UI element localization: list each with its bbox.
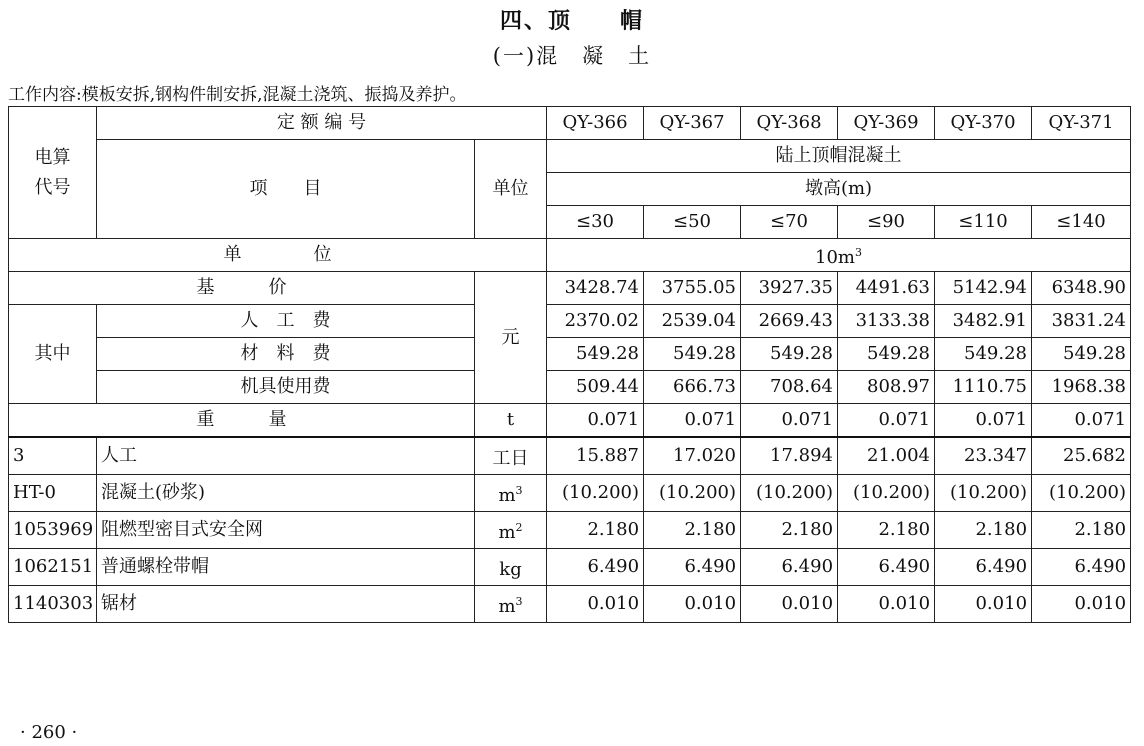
- resource-value: 17.894: [741, 437, 838, 475]
- unit-row-label: 单 位: [9, 239, 547, 272]
- resource-value: 6.490: [1032, 549, 1131, 586]
- base-price-value: 4491.63: [838, 272, 935, 305]
- resource-value: 0.010: [838, 586, 935, 623]
- resource-unit-text: m: [498, 484, 516, 506]
- resource-row: [9, 437, 1131, 475]
- resource-value: (10.200): [741, 475, 838, 512]
- weight-value: 0.071: [1032, 404, 1131, 438]
- resource-value: 6.490: [644, 549, 741, 586]
- resource-unit: [475, 512, 547, 549]
- labor-cost-label: 人 工 费: [97, 305, 475, 338]
- labor-cost-value: 3831.24: [1032, 305, 1131, 338]
- labor-cost-value: 2539.04: [644, 305, 741, 338]
- resource-value: 6.490: [547, 549, 644, 586]
- base-price-value: 6348.90: [1032, 272, 1131, 305]
- resource-unit: [475, 437, 547, 475]
- resource-name: 阻燃型密目式安全网: [97, 512, 475, 549]
- machine-cost-value: 808.97: [838, 371, 935, 404]
- resource-value: 2.180: [838, 512, 935, 549]
- resource-value: 0.010: [1032, 586, 1131, 623]
- resource-code: 1053969: [9, 512, 97, 549]
- resource-value: (10.200): [935, 475, 1032, 512]
- quota-no: QY-371: [1032, 107, 1131, 140]
- machine-cost-value: 509.44: [547, 371, 644, 404]
- resource-unit: [475, 475, 547, 512]
- resource-value: 2.180: [741, 512, 838, 549]
- material-cost-value: 549.28: [935, 338, 1032, 371]
- resource-name: 普通螺栓带帽: [97, 549, 475, 586]
- resource-unit-text: 工日: [492, 447, 529, 469]
- resource-row: [9, 549, 1131, 586]
- resource-unit: [475, 549, 547, 586]
- resource-value: 2.180: [644, 512, 741, 549]
- material-cost-label: 材 料 费: [97, 338, 475, 371]
- resource-value: 15.887: [547, 437, 644, 475]
- item-header: 项 目: [97, 140, 475, 239]
- resource-row: [9, 512, 1131, 549]
- weight-value: 0.071: [644, 404, 741, 438]
- material-cost-value: 549.28: [1032, 338, 1131, 371]
- height-range: ≤110: [935, 206, 1032, 239]
- resource-unit-sup: 3: [515, 594, 523, 608]
- machine-cost-value: 666.73: [644, 371, 741, 404]
- weight-value: 0.071: [838, 404, 935, 438]
- weight-value: 0.071: [935, 404, 1032, 438]
- machine-cost-value: 1110.75: [935, 371, 1032, 404]
- resource-value: 6.490: [741, 549, 838, 586]
- base-price-value: 3927.35: [741, 272, 838, 305]
- resource-value: 17.020: [644, 437, 741, 475]
- resource-name: 人工: [97, 437, 475, 475]
- code-header: 电算 代号: [9, 107, 97, 239]
- machine-cost-value: 1968.38: [1032, 371, 1131, 404]
- material-cost-value: 549.28: [644, 338, 741, 371]
- base-price-label: 基 价: [9, 272, 475, 305]
- labor-cost-value: 2669.43: [741, 305, 838, 338]
- resource-value: 0.010: [547, 586, 644, 623]
- quota-no: QY-366: [547, 107, 644, 140]
- resource-unit-text: kg: [499, 558, 522, 580]
- quota-no: QY-368: [741, 107, 838, 140]
- resource-value: (10.200): [547, 475, 644, 512]
- resource-value: 0.010: [935, 586, 1032, 623]
- resource-unit-sup: 2: [515, 520, 523, 534]
- resource-code: 1140303: [9, 586, 97, 623]
- category: 陆上顶帽混凝土: [547, 140, 1131, 173]
- material-cost-value: 549.28: [741, 338, 838, 371]
- resource-row: [9, 586, 1131, 623]
- quota-no: QY-370: [935, 107, 1032, 140]
- labor-cost-value: 3482.91: [935, 305, 1032, 338]
- page-title: 四、顶 帽: [499, 8, 644, 34]
- resource-name: 混凝土(砂浆): [97, 475, 475, 512]
- resource-code: HT-0: [9, 475, 97, 512]
- resource-value: 21.004: [838, 437, 935, 475]
- page-number: · 260 ·: [20, 722, 78, 743]
- machine-cost-label: 机具使用费: [97, 371, 475, 404]
- resource-value: 6.490: [838, 549, 935, 586]
- section-subtitle: (一)混 凝 土: [492, 44, 652, 68]
- resource-unit-text: m: [498, 521, 516, 543]
- of-which-label: 其中: [9, 305, 97, 404]
- resource-unit-text: m: [498, 595, 516, 617]
- labor-cost-value: 3133.38: [838, 305, 935, 338]
- resource-value: (10.200): [838, 475, 935, 512]
- resource-value: 2.180: [935, 512, 1032, 549]
- quota-table: [8, 106, 1131, 623]
- weight-value: 0.071: [547, 404, 644, 438]
- unit-row-value: $10m^3$: [547, 239, 1131, 272]
- machine-cost-value: 708.64: [741, 371, 838, 404]
- height-range: ≤70: [741, 206, 838, 239]
- resource-unit-sup: 3: [515, 483, 523, 497]
- height-range: ≤50: [644, 206, 741, 239]
- unit-header: 单位: [475, 140, 547, 239]
- base-price-value: 3755.05: [644, 272, 741, 305]
- height-range: ≤90: [838, 206, 935, 239]
- resource-row: [9, 475, 1131, 512]
- resource-value: 0.010: [741, 586, 838, 623]
- resource-value: 2.180: [547, 512, 644, 549]
- money-unit: 元: [475, 272, 547, 404]
- resource-value: 23.347: [935, 437, 1032, 475]
- resource-code: 1062151: [9, 549, 97, 586]
- resource-value: 2.180: [1032, 512, 1131, 549]
- weight-value: 0.071: [741, 404, 838, 438]
- labor-cost-value: 2370.02: [547, 305, 644, 338]
- sub-category: 墩高(m): [547, 173, 1131, 206]
- resource-value: (10.200): [1032, 475, 1131, 512]
- resource-value: 0.010: [644, 586, 741, 623]
- weight-unit: t: [475, 404, 547, 438]
- height-range: ≤140: [1032, 206, 1131, 239]
- resource-code: 3: [9, 437, 97, 475]
- quota-no: QY-367: [644, 107, 741, 140]
- base-price-value: 5142.94: [935, 272, 1032, 305]
- material-cost-value: 549.28: [547, 338, 644, 371]
- work-content: 工作内容:模板安拆,钢构件制安拆,混凝土浇筑、振捣及养护。: [8, 85, 467, 105]
- base-price-value: 3428.74: [547, 272, 644, 305]
- material-cost-value: 549.28: [838, 338, 935, 371]
- height-range: ≤30: [547, 206, 644, 239]
- resource-value: 25.682: [1032, 437, 1131, 475]
- quota-no-label: 定 额 编 号: [97, 107, 547, 140]
- quota-no: QY-369: [838, 107, 935, 140]
- weight-label: 重 量: [9, 404, 475, 438]
- resource-name: 锯材: [97, 586, 475, 623]
- resource-unit: [475, 586, 547, 623]
- resource-value: (10.200): [644, 475, 741, 512]
- resource-value: 6.490: [935, 549, 1032, 586]
